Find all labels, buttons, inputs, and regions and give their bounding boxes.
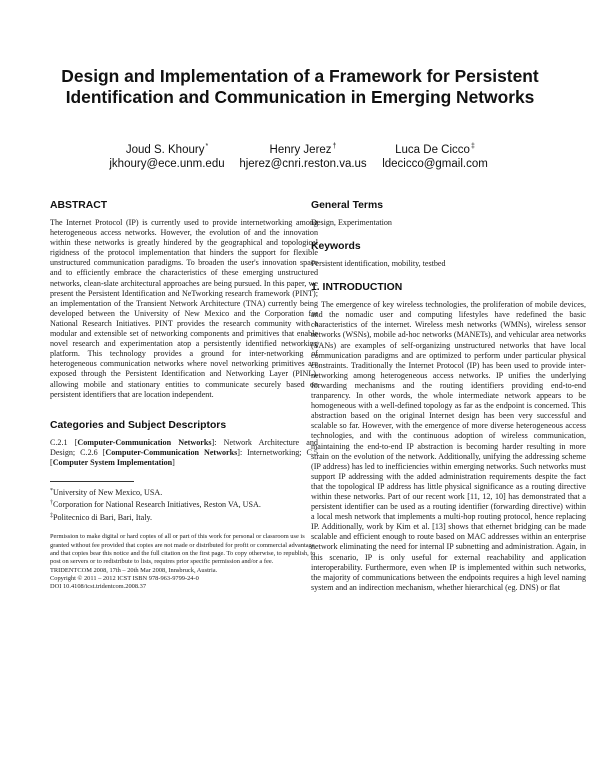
keywords-section [311,241,586,269]
footnote-divider [50,481,134,482]
keywords-heading: Keywords [311,241,361,253]
general-terms-text: Design, Experimentation [311,218,392,227]
author-2-email: hjerez@cnri.reston.va.us [239,158,367,170]
footnote-mark: † [50,500,53,507]
general-terms-heading: General Terms [311,200,383,211]
categories-t1: C.2.1 [ [50,437,78,447]
footnote [50,486,318,499]
permission-block [50,533,318,591]
footnote-text: Politecnico di Bari, Bari, Italy. [53,512,153,522]
categories-t4: ] [172,457,175,467]
footnote-mark: * [50,487,53,494]
author-2-name: Henry Jerez [269,144,332,156]
right-column [311,200,586,593]
author-3-name: Luca De Cicco [395,144,470,156]
title-line-1: Design and Implementation of a Framework for Persistent [61,66,539,86]
author-2 [228,140,378,171]
introduction-section [311,282,586,593]
title-line-2: Identification and Communication in Emerging Networks [65,87,535,107]
general-terms-section [311,200,586,228]
categories-heading: Categories and Subject Descriptors [50,419,227,431]
abstract-section [50,200,318,400]
introduction-heading: 1. INTRODUCTION [311,282,403,294]
categories-text [50,438,318,468]
author-1 [92,140,242,171]
categories-b1: Computer-Communication Networks [77,437,212,447]
copyright-line: Copyright © 2011 – 2012 ICST ISBN 978-963-9799-24-0 [50,574,199,582]
author-2-mark: † [332,143,337,150]
categories-section [50,420,318,468]
author-3 [360,140,510,171]
introduction-text: The emergence of key wireless technologies, the proliferation of mobile devices, and the nomadic user and computing lifestyles have redefined the basic characteristics of the internet. Wireless mesh networks (WMNs), wireless sensor networks (WSNs), mobile ad-hoc networks (MANETs), and vehicular area networks (VANs) are examples of self-organizing unstructured networks that have local communication paradigms and are optimized to perform under particular physical constraints. Traditionally the Internet Protocol (IP) has been used to provide inter-networking among heterogeneous access networks. IP unifies the underlying forwarding mechanisms and the routing identifiers providing end-to-end tranparency. In other words, the whole intermediate network appears to be homogeneous with a well-defined topology as far as the endpoint is concerned. This abstraction based on the original Internet design has been very successful and scalable so far. However, with the emergence of more diverse heterogeneous access technologies, and with the continuous adoption of wireless communication, maintaining the end-to-end IP abstraction is becoming harder resulting in more strain on the evolution of the network. Additionally, unifying the addressing scheme (IP address) has led to inefficiencies within emerging networks. Such networks must support IP addressing with the added administration requirements despite the fact that the topological IP address has little physical significance as a routing directive within these networks. Part of our recent work [11, 12, 10] has demonstrated that a persistent identifier can be used as a routing identifier (forwarding directive) within a local mesh network that implements a multi-hop routing protocol, hence replacing IP. Additionally, work by Kim et al. [13] shows that ethernet bridging can be made scalable and efficient enough to route based on MAC addresses within an enterprise network eliminating the need for internal IP subnetting and administration. Again, in this scenario, IP is only useful for external reachability and application interoperability. Furthermore, even when IP is implemented within such networks, the majority of communications between the endpoints requires a high level naming system and an indirection mechanism, whether hierarchical (eg. DNS) or flat [311,300,586,592]
categories-t3: ]: Internetworking; C.5 [ [50,447,318,467]
author-1-name: Joud S. Khoury [125,144,205,156]
categories-b2: Computer-Communication Networks [105,447,238,457]
author-1-email: jkhoury@ece.unm.edu [109,158,225,170]
author-1-mark: * [205,143,209,150]
footnote-text: Corporation for National Research Initiatives, Reston VA, USA. [53,500,261,510]
footnote-mark: ‡ [50,512,53,519]
abstract-text: The Internet Protocol (IP) is currently used to provide internetworking among heterogeneous access networks. However, the evolution of and the innovation within these networks is greatly hindered by the geographical and topological rigidness of the protocol implementation that hinders the support for flexible unstructured communication paradigms. To broaden the user's innovation space and to efficiently embrace the characteristics of these emerging unstructured networks, clean-slate architectural approaches are being pursued. In this paper, we present the Persistent Identification and NeTworking research framework (PINT); an implementation of the Transient Network Architecture (TNA) currently being developed between the University of New Mexico and the Corporation for National Research Initiatives. PINT provides the research community with a modular and extensible set of networking components and primitives that enable novel research and experimentation atop a persistently identified networking platform. This technology provides a ground for inter-networking of heterogeneous communication networks where novel networking primitives are exposed through the Persistent Identification and Networking Layer (PINL), allowing mobile and stationary entities to communicate securely based on persistent identifiers that are location independent. [50,218,318,399]
paper-title [30,66,570,108]
abstract-heading: ABSTRACT [50,200,108,211]
footnote [50,498,318,511]
categories-t2: ]: Network Architecture and Design; C.2.6 [ [50,437,318,457]
conference-venue: TRIDENTCOM 2008, 17th – 20th Mar 2008, Innsbruck, Austria. [50,566,218,574]
keywords-text: Persistent identification, mobility, testbed [311,259,446,269]
footnote-text: University of New Mexico, USA. [53,487,163,497]
footnotes [50,486,318,524]
permission-text: Permission to make digital or hard copies of all or part of this work for personal or classroom use is granted without fee provided that copies are not made or distributed for profit or commercial advantage and that copies bear this notice and the full citation on the first page. To copy otherwise, to republish, to post on servers or to redistribute to lists, requires prior specific permission and/or a fee. [50,533,316,566]
left-column [50,200,318,592]
doi-line: DOI 10.4108/icst.tridentcom.2008.37 [50,583,147,591]
footnote [50,511,318,524]
categories-b3: Computer System Implementation [52,457,173,467]
author-3-email: ldecicco@gmail.com [382,158,488,170]
author-3-mark: ‡ [470,143,475,150]
